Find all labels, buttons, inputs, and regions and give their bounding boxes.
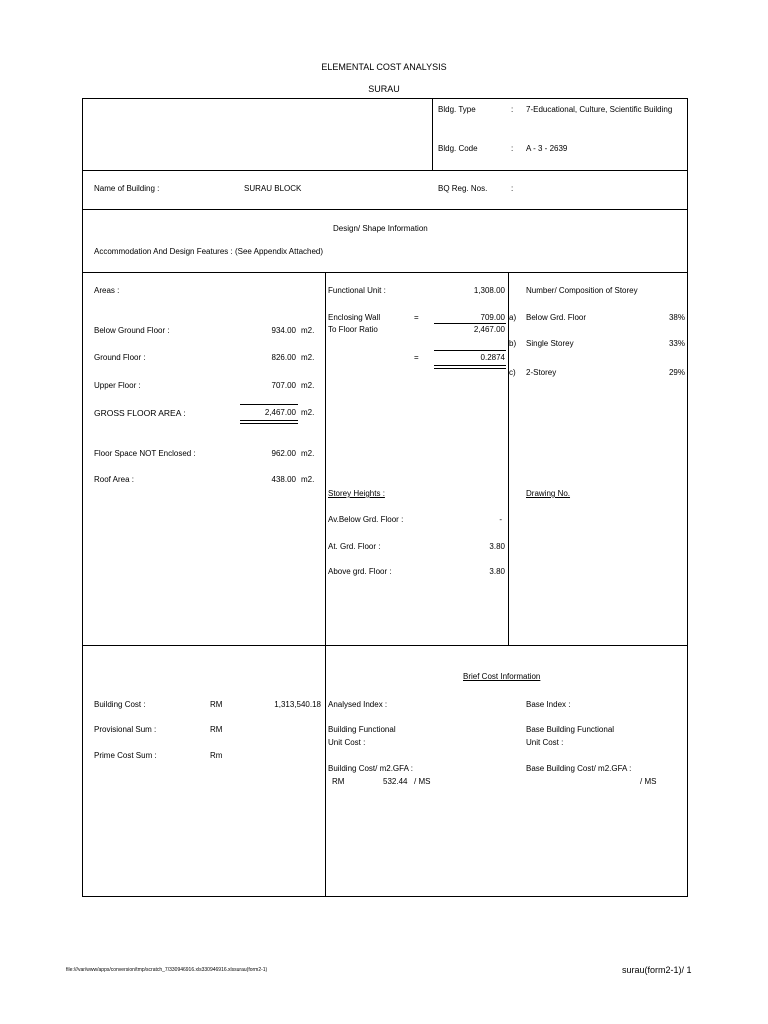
composition-label: Number/ Composition of Storey xyxy=(526,286,638,295)
building-cost-value: 1,313,540.18 xyxy=(274,700,321,709)
gross-floor-area-label: GROSS FLOOR AREA : xyxy=(94,408,186,418)
gross-floor-area-value: 2,467.00 xyxy=(264,408,296,417)
height-below-grd-label: Av.Below Grd. Floor : xyxy=(328,515,404,524)
floor-not-enclosed-value: 962.00 xyxy=(271,449,296,458)
enclosing-wall-equals: = xyxy=(414,313,419,322)
roof-area-label: Roof Area : xyxy=(94,475,135,484)
functional-unit-value: 1,308.00 xyxy=(473,286,505,295)
floor-not-enclosed-unit: m2. xyxy=(301,449,315,458)
enclosing-wall-value: 709.00 xyxy=(480,313,505,322)
footer-file-path: file:///var/www/apps/conversion/tmp/scratch_7/330946916.xls330946916.xlssurau(form2-1) xyxy=(66,967,268,973)
cost-per-gfa-label: Building Cost/ m2.GFA : xyxy=(328,764,413,773)
ratio-result-value: 0.2874 xyxy=(480,353,505,362)
ratio-result-equals: = xyxy=(414,353,419,362)
composition-c-value: 29% xyxy=(668,368,685,377)
bq-reg-colon: : xyxy=(511,184,514,193)
base-functional-unit-cost-line1: Base Building Functional xyxy=(526,725,615,734)
footer-page-label: surau(form2-1)/ 1 xyxy=(622,965,692,975)
gross-floor-area-unit: m2. xyxy=(301,408,315,417)
document-subtitle: SURAU xyxy=(368,84,400,94)
areas-label: Areas : xyxy=(94,286,120,295)
composition-b-value: 33% xyxy=(668,339,685,348)
area-upper-label: Upper Floor : xyxy=(94,381,141,390)
height-at-grd-value: 3.80 xyxy=(489,542,505,551)
composition-c-letter: c) xyxy=(509,368,516,377)
functional-unit-label: Functional Unit : xyxy=(328,286,386,295)
provisional-sum-label: Provisional Sum : xyxy=(94,725,157,734)
area-ground-unit: m2. xyxy=(301,353,315,362)
storey-heights-label: Storey Heights : xyxy=(328,489,385,498)
roof-area-value: 438.00 xyxy=(271,475,296,484)
composition-c-label: 2-Storey xyxy=(526,368,557,377)
floor-ratio-label: To Floor Ratio xyxy=(328,325,378,334)
base-functional-unit-cost-line2: Unit Cost : xyxy=(526,738,564,747)
provisional-sum-currency: RM xyxy=(210,725,223,734)
height-at-grd-label: At. Grd. Floor : xyxy=(328,542,381,551)
area-ground-value: 826.00 xyxy=(271,353,296,362)
floor-not-enclosed-label: Floor Space NOT Enclosed : xyxy=(94,449,196,458)
height-below-grd-value: - xyxy=(499,515,502,524)
cost-per-gfa-currency: RM xyxy=(332,777,345,786)
height-above-grd-label: Above grd. Floor : xyxy=(328,567,392,576)
prime-cost-sum-label: Prime Cost Sum : xyxy=(94,751,157,760)
bldg-code-value: A - 3 - 2639 xyxy=(526,144,568,153)
composition-a-label: Below Grd. Floor xyxy=(526,313,587,322)
height-above-grd-value: 3.80 xyxy=(489,567,505,576)
area-ground-label: Ground Floor : xyxy=(94,353,146,362)
composition-a-value: 38% xyxy=(668,313,685,322)
floor-ratio-denominator: 2,467.00 xyxy=(473,325,505,334)
document-title: ELEMENTAL COST ANALYSIS xyxy=(321,62,447,72)
cost-per-gfa-suffix: / MS xyxy=(414,777,431,786)
bldg-code-colon: : xyxy=(511,144,514,153)
area-upper-value: 707.00 xyxy=(271,381,296,390)
base-index-label: Base Index : xyxy=(526,700,571,709)
design-heading: Design/ Shape Information xyxy=(333,224,428,233)
area-upper-unit: m2. xyxy=(301,381,315,390)
functional-unit-cost-line2: Unit Cost : xyxy=(328,738,366,747)
bldg-type-colon: : xyxy=(511,105,514,114)
building-cost-label: Building Cost : xyxy=(94,700,146,709)
building-name-label: Name of Building : xyxy=(94,184,160,193)
area-below-ground-label: Below Ground Floor : xyxy=(94,326,170,335)
brief-cost-heading: Brief Cost Information xyxy=(463,672,541,681)
accommodation-text: Accommodation And Design Features : (See Appendix Attached) xyxy=(94,247,324,256)
area-below-ground-value: 934.00 xyxy=(271,326,296,335)
area-below-ground-unit: m2. xyxy=(301,326,315,335)
bq-reg-label: BQ Reg. Nos. xyxy=(438,184,488,193)
cost-per-gfa-value: 532.44 xyxy=(383,777,408,786)
base-cost-per-gfa-label: Base Building Cost/ m2.GFA : xyxy=(526,764,632,773)
composition-b-label: Single Storey xyxy=(526,339,574,348)
composition-a-letter: a) xyxy=(509,313,517,322)
enclosing-wall-label: Enclosing Wall xyxy=(328,313,381,322)
drawing-no-label: Drawing No. xyxy=(526,489,571,498)
bldg-code-label: Bldg. Code xyxy=(438,144,478,153)
functional-unit-cost-line1: Building Functional xyxy=(328,725,396,734)
prime-cost-sum-currency: Rm xyxy=(210,751,223,760)
building-name-value: SURAU BLOCK xyxy=(244,184,302,193)
analysed-index-label: Analysed Index : xyxy=(328,700,388,709)
base-cost-per-gfa-suffix: / MS xyxy=(640,777,657,786)
bldg-type-label: Bldg. Type xyxy=(438,105,476,114)
composition-b-letter: b) xyxy=(509,339,517,348)
building-cost-currency: RM xyxy=(210,700,223,709)
roof-area-unit: m2. xyxy=(301,475,315,484)
bldg-type-value: 7-Educational, Culture, Scientific Building xyxy=(526,105,673,114)
